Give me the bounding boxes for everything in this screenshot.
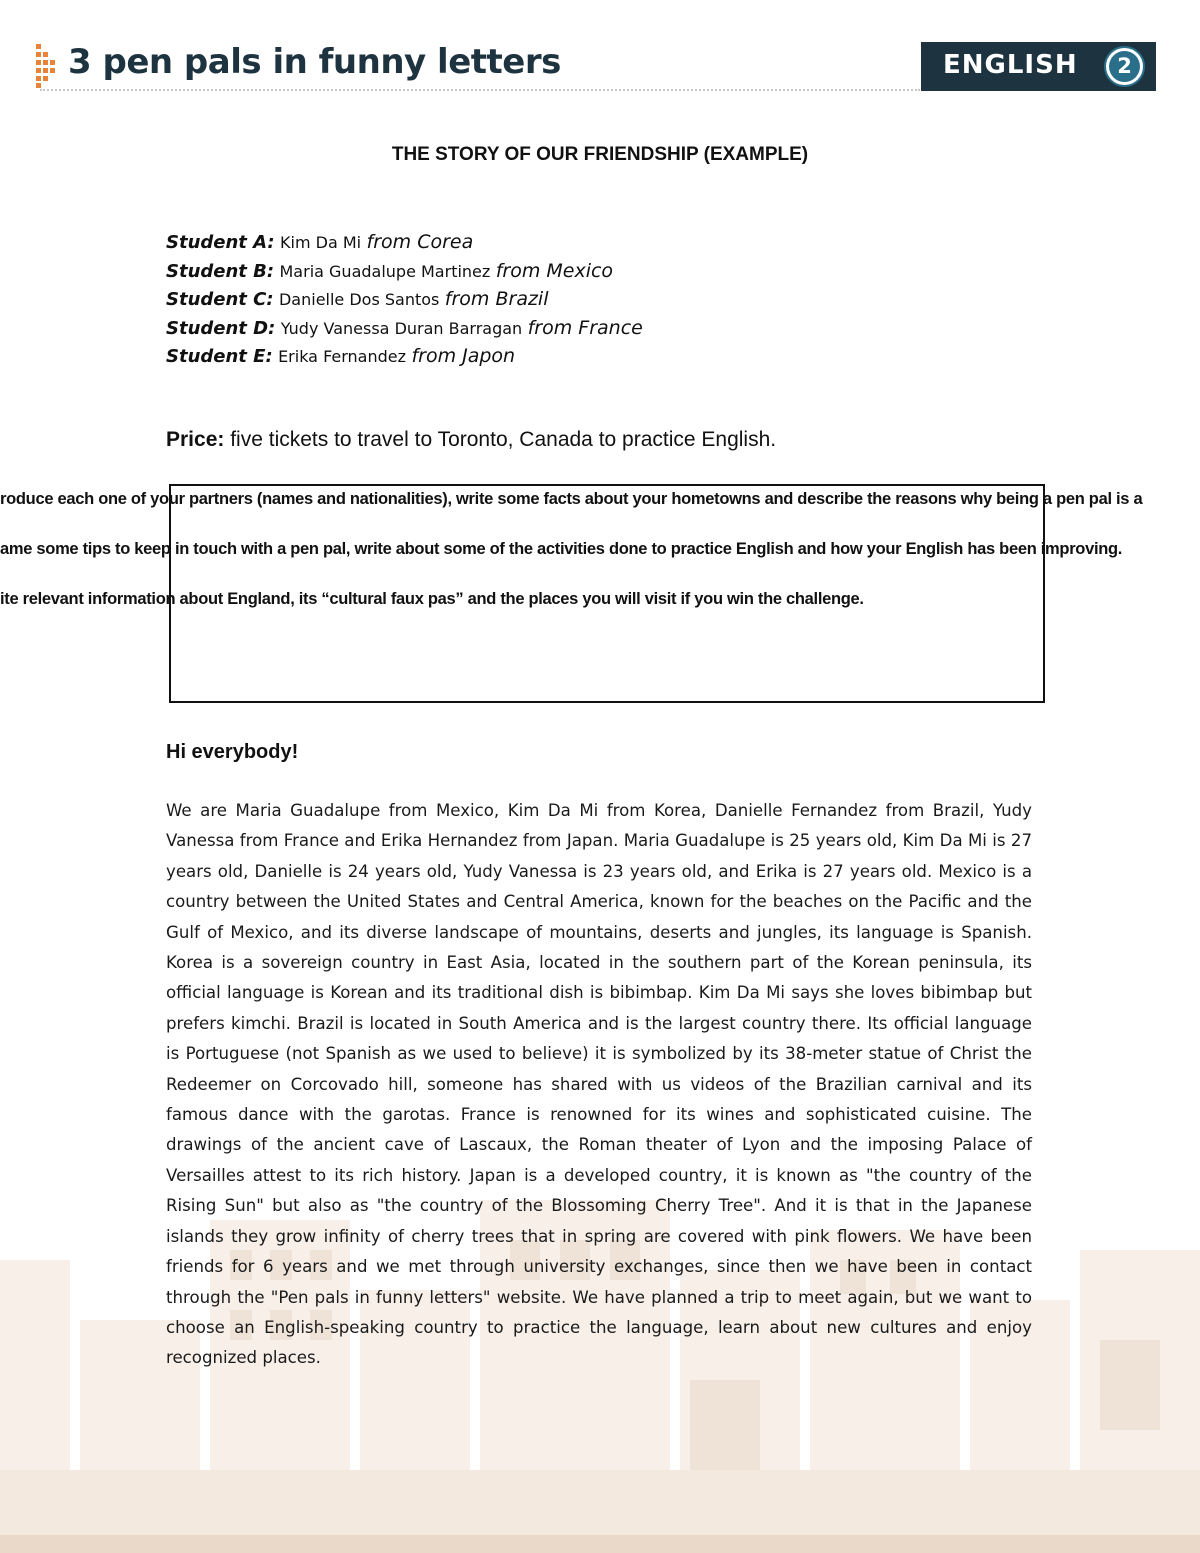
student-country: from Brazil xyxy=(444,288,549,310)
student-label: Student A: xyxy=(166,232,275,253)
student-name: Erika Fernandez xyxy=(278,347,407,366)
student-label: Student B: xyxy=(166,260,275,282)
story-title: THE STORY OF OUR FRIENDSHIP (EXAMPLE) xyxy=(391,144,809,165)
student-row xyxy=(166,257,643,286)
student-label: Student E: xyxy=(166,346,273,367)
prize-text: five tickets to travel to Toronto, Canada to practice English. xyxy=(230,428,777,451)
header-title: 3 pen pals in funny letters xyxy=(68,42,561,82)
student-country: from Mexico xyxy=(495,259,614,282)
document-header xyxy=(0,0,1200,110)
student-list xyxy=(166,228,643,371)
letter-body: We are Maria Guadalupe from Mexico, Kim Da Mi from Korea, Danielle Fernandez from Brazil, Yudy Vanessa from France and Erika Hernandez from Japan. Maria Guadalupe is 25 years old, Kim Da Mi is 27 years old, Danielle is 24 years old, Yudy Vanessa is 23 years old, and Erika is 27 years old. Mexico is a country between the United States and Central America, known for the beaches on the Pacific and the Gulf of Mexico, and its diverse landscape of mountains, deserts and jungles, its language is Spanish. Korea is a sovereign country in East Asia, located in the southern part of the Korean peninsula, its official language is Korean and its traditional dish is bibimbap. Kim Da Mi says she loves bibimbap but prefers kimchi. Brazil is located in South America and is the largest country there. Its official language is Portuguese (not Spanish as we used to believe) it is symbolized by its 38-meter statue of Christ the Redeemer on Corcovado hill, someone has shared with us videos of the Brazilian carnival and its famous dance with the garotas. France is renowned for its wines and sophisticated cuisine. The drawings of the ancient cave of Lascaux, the Roman theater of Lyon and the imposing Palace of Versailles attest to its rich history. Japan is a developed country, it is known as "the country of the Rising Sun" but also as "the country of the Blossoming Cherry Tree". And it is that in the Japanese islands they grow infinity of cherry trees that in spring are covered with pink flowers. We have been friends for 6 years and we met through university exchanges, since then we have been in contact through the "Pen pals in funny letters" website. We have planned a trip to meet again, but we want to choose an English-speaking country to practice the language, learn about new cultures and enjoy recognized places. xyxy=(166,801,1032,1368)
instruction-line-3: ite relevant information about England, its “cultural faux pas” and the places you will visit if you win the challenge. xyxy=(0,590,864,608)
subject-label: ENGLISH xyxy=(943,50,1078,80)
student-row xyxy=(166,342,643,371)
level-number: 2 xyxy=(1109,51,1140,82)
prize-label: Price: xyxy=(166,428,225,451)
student-country: from France xyxy=(527,316,643,339)
prize-line xyxy=(166,428,776,452)
instruction-line-1: roduce each one of your partners (names and nationalities), write some facts about your hometowns and describe the reasons why being a pen pal is a xyxy=(0,490,1143,508)
header-divider xyxy=(40,89,920,91)
student-name: Yudy Vanessa Duran Barragan xyxy=(280,318,523,338)
student-name: Kim Da Mi xyxy=(280,233,362,252)
student-name: Maria Guadalupe Martinez xyxy=(279,261,491,281)
student-name: Danielle Dos Santos xyxy=(278,290,440,309)
student-row xyxy=(166,228,643,257)
student-country: from Corea xyxy=(366,231,474,253)
student-label: Student C: xyxy=(166,289,274,310)
student-row xyxy=(166,285,643,314)
level-badge xyxy=(1104,46,1145,87)
greeting: Hi everybody! xyxy=(166,741,299,763)
student-label: Student D: xyxy=(166,317,276,339)
instruction-line-2: ame some tips to keep in touch with a pen pal, write about some of the activities done to practice English and how your English has been improving. xyxy=(0,540,1123,558)
play-dots-logo-icon xyxy=(36,44,62,88)
student-country: from Japon xyxy=(411,345,516,367)
student-row xyxy=(166,314,643,343)
subject-badge xyxy=(921,42,1156,91)
